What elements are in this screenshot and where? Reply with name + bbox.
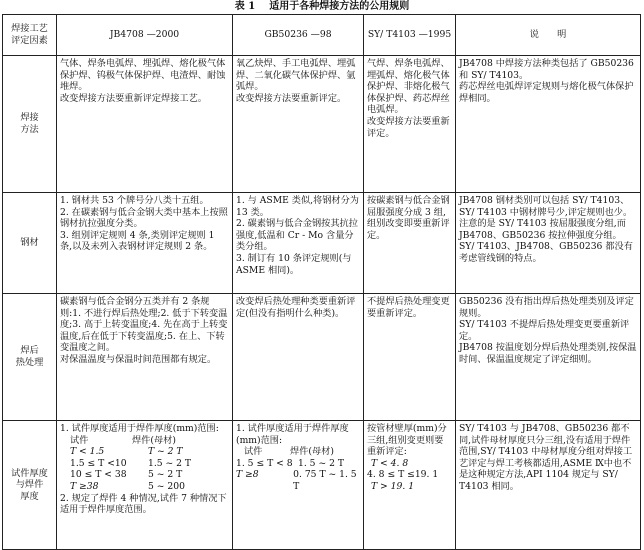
factor-line: 焊接 (20, 112, 39, 124)
cell-gb (233, 56, 364, 193)
cell-jb (57, 421, 233, 550)
cell-note (456, 294, 641, 421)
header-row (3, 15, 641, 56)
cell-text: 1. 与 ASME 类似,将钢材分为 13 类。 (236, 195, 362, 218)
cell-text: 1. 试件厚度适用于焊件厚度(mm)范围: (236, 423, 349, 446)
cell-text: SY/ T4103 不提焊后热处理变更要重新评定。 (459, 319, 630, 342)
header-factor-line-2: 评定因素 (11, 35, 48, 46)
table-row (3, 294, 641, 421)
cell-jb (57, 294, 233, 421)
cell-sy (364, 421, 456, 550)
table-title: 适用于各种焊接方法的公用规则 (269, 1, 410, 12)
subtable-row (236, 458, 360, 470)
subtable-row (236, 469, 360, 492)
table-caption (0, 1, 644, 13)
cell-text: JB4708 中焊接方法种类包括了 GB50236 和 SY/ T4103。 (459, 58, 637, 81)
cell-text: 不提焊后热处理变更要重新评定。 (367, 296, 450, 319)
cell-text: 2. 规定了焊件 4 种情况,试件 7 种情况下适用于焊件厚度范围。 (60, 492, 227, 516)
jb-thickness-subtable (60, 435, 229, 493)
cell-text: T < 4. 8 (371, 457, 409, 469)
cell-text: 3. 制订有 10 条评定规则(与 ASME 相同)。 (236, 252, 355, 276)
table-row (3, 193, 641, 294)
factor-line: 试件厚度 (11, 467, 48, 479)
cell-text: 改变焊接方法要重新评定焊接工艺。 (60, 92, 207, 104)
cell-text: JB4708 钢材类别可以包括 SY/ T4103、SY/ T4103 中钢材牌号少,评定规则也少。注意的是 SY/ T4103 按屈服强度分组,而 JB4708、GB50236 按拉伸强度分组。SY/ T4103、JB4708、GB50236 都没有考虑管线钢的特点。 (459, 195, 633, 264)
subtable-row (70, 469, 229, 481)
subtable-cell: T ≥8 (236, 469, 259, 481)
cell-text: 药芯焊丝电弧焊评定规则与熔化极气体保护焊相同。 (459, 81, 634, 104)
cell-gb (233, 421, 364, 550)
factor-line: 与焊件 (15, 479, 44, 491)
table-row (3, 56, 641, 193)
cell-jb (57, 193, 233, 294)
cell-text: 改变焊接方法要重新评定。 (236, 92, 347, 104)
cell-text: SY/ T4103 与 JB4708、GB50236 都不同,试件母材厚度只分三组,没有适用于焊件范围,SY/ T4103 中母材厚度分组对焊接工艺评定与焊工考核都适用,ASME Ⅸ中也不是这种规定方法,API 1104 规定与 SY/ T4103 相同。 (459, 423, 633, 492)
factor-line: 方法 (20, 124, 39, 135)
cell-text: 2. 在碳素钢与低合金钢大类中基本上按照钢材抗拉强度分类。 (60, 206, 228, 230)
factor-line: 钢材 (20, 237, 39, 249)
subtable-cell: T < 1.5 (70, 446, 105, 458)
welding-rules-table (2, 14, 641, 550)
factor-line: 焊后 (20, 345, 39, 357)
subtable-row (70, 481, 229, 493)
subtable-cell: 10 ≤ T < 38 (70, 469, 127, 481)
cell-note (456, 193, 641, 294)
subtable-head (236, 446, 360, 458)
subtable-cell: 1. 5 ≤ T < 8 (236, 457, 293, 469)
header-factor (3, 15, 57, 56)
cell-text: 对保温温度与保温时间范围都有规定。 (60, 353, 217, 365)
cell-sy (364, 193, 456, 294)
cell-note (456, 56, 641, 193)
cell-gb (233, 294, 364, 421)
header-jb4708: JB4708 —2000 (57, 15, 233, 56)
cell-gb (233, 193, 364, 294)
cell-text: JB4708 按温度划分焊后热处理类别,按保温时间、保温温度规定了评定细则。 (459, 342, 637, 365)
subtable-head (70, 435, 229, 447)
subtable-head-part: 焊件(母材) (132, 434, 176, 446)
cell-sy (364, 294, 456, 421)
cell-text: 按管材壁厚(mm)分三组,组别变更则要重新评定: (367, 423, 447, 458)
subtable-head-specimen: 试件 (70, 434, 89, 446)
subtable-cell: T ~ 2 T (148, 446, 183, 458)
header-note: 说 明 (456, 15, 641, 56)
row-factor-welding-method (3, 56, 57, 193)
cell-text: 3. 组别评定规则 4 条,类别评定规则 1 条,以及未列入表钢材评定规则 2 条。 (60, 229, 218, 253)
subtable-head-part: 焊件(母材) (290, 446, 334, 458)
cell-text: 1. 钢材共 53 个牌号分八类十五组。 (60, 195, 209, 206)
subtable-cell: 1.5 ~ 2 T (148, 457, 192, 469)
cell-text: 气焊、焊条电弧焊、埋弧焊、熔化极气体保护焊、非熔化极气体保护焊、药芯焊丝电弧焊。 (367, 58, 450, 116)
subtable-cell: 5 ~ 200 (148, 480, 185, 492)
cell-text: 1. 试件厚度适用于焊件厚度(mm)范围: (60, 423, 219, 434)
subtable-cell: 0. 75 T ~ 1. 5 T (293, 469, 357, 492)
subtable-cell: 1. 5 ~ 2 T (298, 457, 344, 469)
subtable-cell: T ≥38 (70, 480, 99, 492)
cell-text: 气体、焊条电弧焊、埋弧焊、熔化极气体保护焊、钨极气体保护焊、电渣焊、耐蚀堆焊。 (60, 58, 226, 93)
cell-jb (57, 56, 233, 193)
gb-thickness-subtable (236, 446, 360, 492)
cell-text: 碳素钢与低合金钢分五类并有 2 条规则:1. 不进行焊后热处理;2. 低于下转变温度;3. 高于上转变温度;4. 先在高于上转变温度,后在低于下转变温度;5. 在上、下转变温度之间。 (60, 296, 228, 354)
header-sy4103: SY/ T4103 —1995 (364, 15, 456, 56)
subtable-row (70, 458, 229, 470)
cell-text: 2. 碳素钢与低合金钢按其抗拉强度,低温和 Cr - Mo 含量分类分组。 (236, 218, 358, 253)
cell-note (456, 421, 641, 550)
subtable-cell: 5 ~ 2 T (148, 469, 183, 481)
subtable-cell: 1.5 ≤ T <10 (70, 457, 127, 469)
header-gb50236: GB50236 —98 (233, 15, 364, 56)
row-factor-steel (3, 193, 57, 294)
cell-text: 氧乙炔焊、手工电弧焊、埋弧焊、二氧化碳气体保护焊、氩弧焊。 (236, 58, 356, 93)
cell-text: 改变焊接方法要重新评定。 (367, 115, 450, 139)
subtable-head-specimen: 试件 (244, 446, 263, 458)
cell-text: 改变焊后热处理种类要重新评定(但没有指明什么种类)。 (236, 296, 356, 319)
factor-line: 厚度 (20, 490, 39, 502)
subtable-row (70, 446, 229, 458)
table-number: 表 1 (234, 1, 256, 12)
cell-text: T > 19. 1 (371, 480, 415, 492)
row-factor-thickness (3, 421, 57, 550)
factor-line: 热处理 (15, 357, 44, 368)
table-row (3, 421, 641, 550)
cell-text: GB50236 没有指出焊后热处理类别及评定规则。 (459, 296, 634, 319)
row-factor-pwht (3, 294, 57, 421)
header-factor-line-1: 焊接工艺 (11, 23, 48, 35)
cell-text: 4. 8 ≤ T ≤19. 1 (367, 469, 439, 481)
cell-text: 按碳素钢与低合金钢屈服强度分成 3 组,组别改变即要重新评定。 (367, 195, 450, 241)
cell-sy (364, 56, 456, 193)
